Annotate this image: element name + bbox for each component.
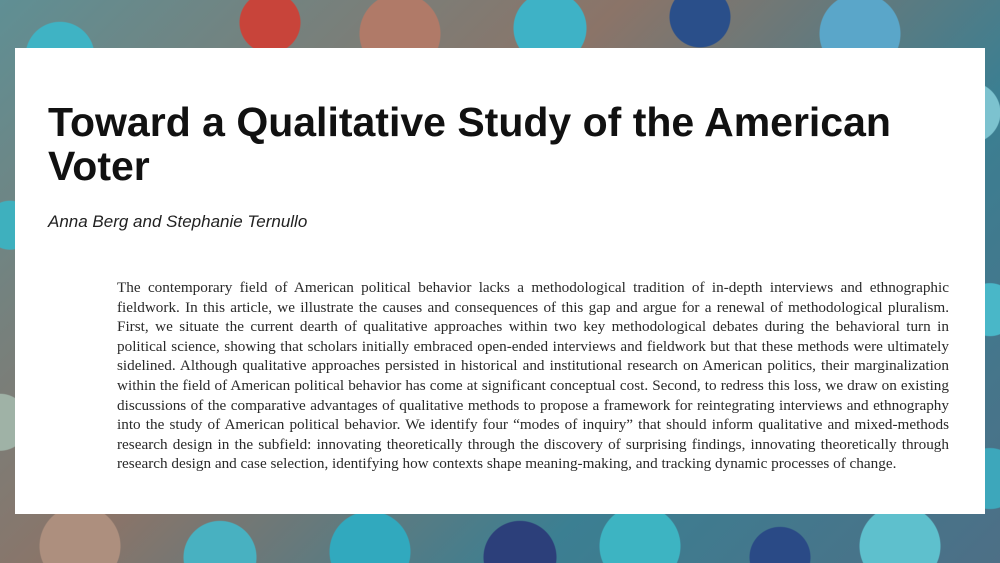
- paper-title: Toward a Qualitative Study of the American Voter: [48, 99, 891, 189]
- paper-card: [15, 48, 985, 514]
- paper-abstract: The contemporary field of American political behavior lacks a methodological tradition of in-depth interviews and ethnographic fieldwork. In this article, we illustrate the causes and consequences of this gap and argue for a renewal of methodological pluralism. First, we situate the current dearth of qualitative approaches within two key methodological debates during the behavioral turn in political science, showing that scholars initially embraced open-ended interviews and fieldwork but that these methods were ultimately sidelined. Although qualitative approaches persisted in historical and institutional research on American politics, their marginalization within the field of American political behavior has come at significant conceptual cost. Second, to redress this loss, we draw on existing discussions of the comparative advantages of qualitative methods to propose a framework for reintegrating interviews and ethnography into the study of American political behavior. We identify four “modes of inquiry” that should inform qualitative and mixed-methods research design in the subfield: innovating theoretically through the discovery of surprising findings, innovating theoretically through research design and case selection, identifying how contexts shape meaning-making, and tracking dynamic processes of change.: [117, 279, 949, 473]
- paper-authors: Anna Berg and Stephanie Ternullo: [48, 212, 308, 231]
